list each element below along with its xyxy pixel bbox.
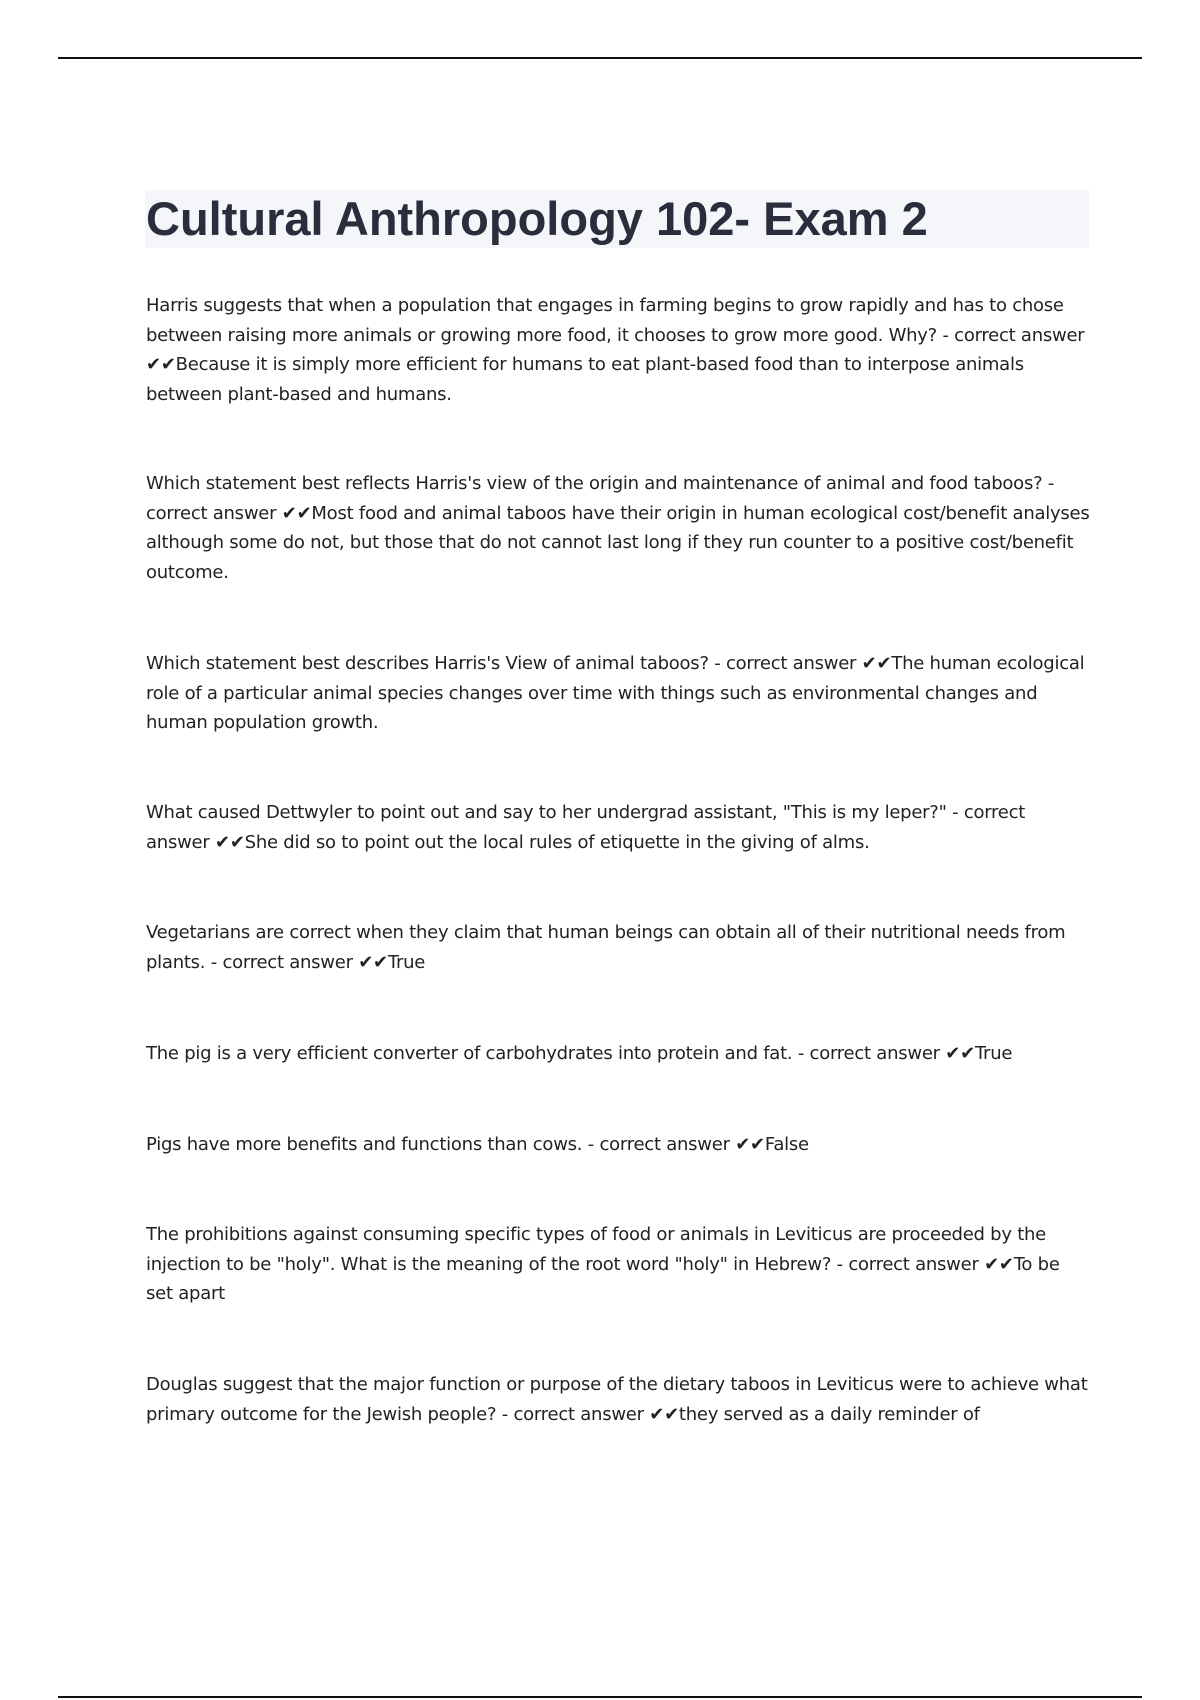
answer-separator: - correct answer [831, 1253, 985, 1275]
answer-separator: - correct answer [496, 1403, 650, 1425]
answer-text: She did so to point out the local rules of etiquette in the giving of alms. [244, 831, 870, 853]
question-text: The prohibitions against consuming specific types of food or animals in Leviticus are proceeded by the injection to be "holy". What is the meaning of the root word "holy" in Hebrew? [146, 1224, 1047, 1275]
answer-text: they served as a daily reminder of [678, 1403, 980, 1425]
question-text: Which statement best reflects Harris's view of the origin and maintenance of animal and food taboos? [146, 473, 1043, 494]
qa-item [146, 469, 1090, 587]
answer-text: True [974, 1043, 1013, 1064]
answer-separator: - correct answer [936, 324, 1085, 346]
answer-separator: - correct answer [792, 1043, 946, 1064]
check-mark-icon: ✔✔ [735, 1134, 765, 1155]
answer-text: The human ecological role of a particular animal species changes over time with things such as environmental changes and human population growth. [146, 653, 1085, 733]
qa-item [146, 1130, 1090, 1160]
question-text: The pig is a very efficient converter of carbohydrates into protein and fat. [146, 1043, 793, 1064]
top-rule [58, 57, 1142, 59]
check-mark-icon: ✔✔ [281, 502, 312, 524]
check-mark-icon: ✔✔ [984, 1253, 1014, 1275]
answer-separator: - correct answer [708, 653, 862, 674]
question-text: Vegetarians are correct when they claim that human beings can obtain all of their nutritional needs from plants. [146, 922, 1066, 973]
answer-separator: - correct answer [146, 802, 1026, 853]
qa-item [146, 798, 1090, 857]
check-mark-icon: ✔✔ [358, 951, 388, 973]
answer-separator: - correct answer [146, 473, 1055, 524]
qa-item [146, 291, 1090, 409]
qa-item [146, 1370, 1090, 1429]
answer-text: Because it is simply more efficient for humans to eat plant-based food than to interpose animals between plant-based and humans. [146, 354, 1024, 405]
answer-text: To be set apart [146, 1253, 1060, 1304]
answer-text: Most food and animal taboos have their origin in human ecological cost/benefit analyses although some do not, but those that do not cannot last long if they run counter to a positive cost/benefit outcome. [146, 502, 1090, 583]
qa-item [146, 918, 1090, 977]
check-mark-icon: ✔✔ [214, 831, 245, 853]
answer-separator: - correct answer [205, 951, 359, 973]
page-title: Cultural Anthropology 102- Exam 2 [146, 192, 928, 245]
check-mark-icon: ✔✔ [649, 1403, 679, 1425]
check-mark-icon: ✔✔ [146, 354, 176, 375]
qa-item [146, 1220, 1090, 1309]
answer-text: True [387, 951, 426, 973]
answer-separator: - correct answer [582, 1134, 736, 1155]
question-text: Pigs have more benefits and functions than cows. [146, 1134, 583, 1155]
qa-item [146, 1039, 1090, 1069]
answer-text: False [764, 1134, 809, 1155]
question-text: What caused Dettwyler to point out and say to her undergrad assistant, "This is my leper?" [146, 802, 947, 823]
check-mark-icon: ✔✔ [861, 653, 892, 674]
bottom-rule [58, 1696, 1142, 1698]
question-text: Which statement best describes Harris's View of animal taboos? [146, 653, 709, 674]
qa-item [146, 649, 1090, 738]
check-mark-icon: ✔✔ [945, 1043, 975, 1064]
question-text: Douglas suggest that the major function or purpose of the dietary taboos in Leviticus were to achieve what primary outcome for the Jewish people? [146, 1374, 1088, 1425]
question-text: Harris suggests that when a population that engages in farming begins to grow rapidly and has to chose between raising more animals or growing more food, it chooses to grow more good. Why? [146, 295, 1064, 346]
